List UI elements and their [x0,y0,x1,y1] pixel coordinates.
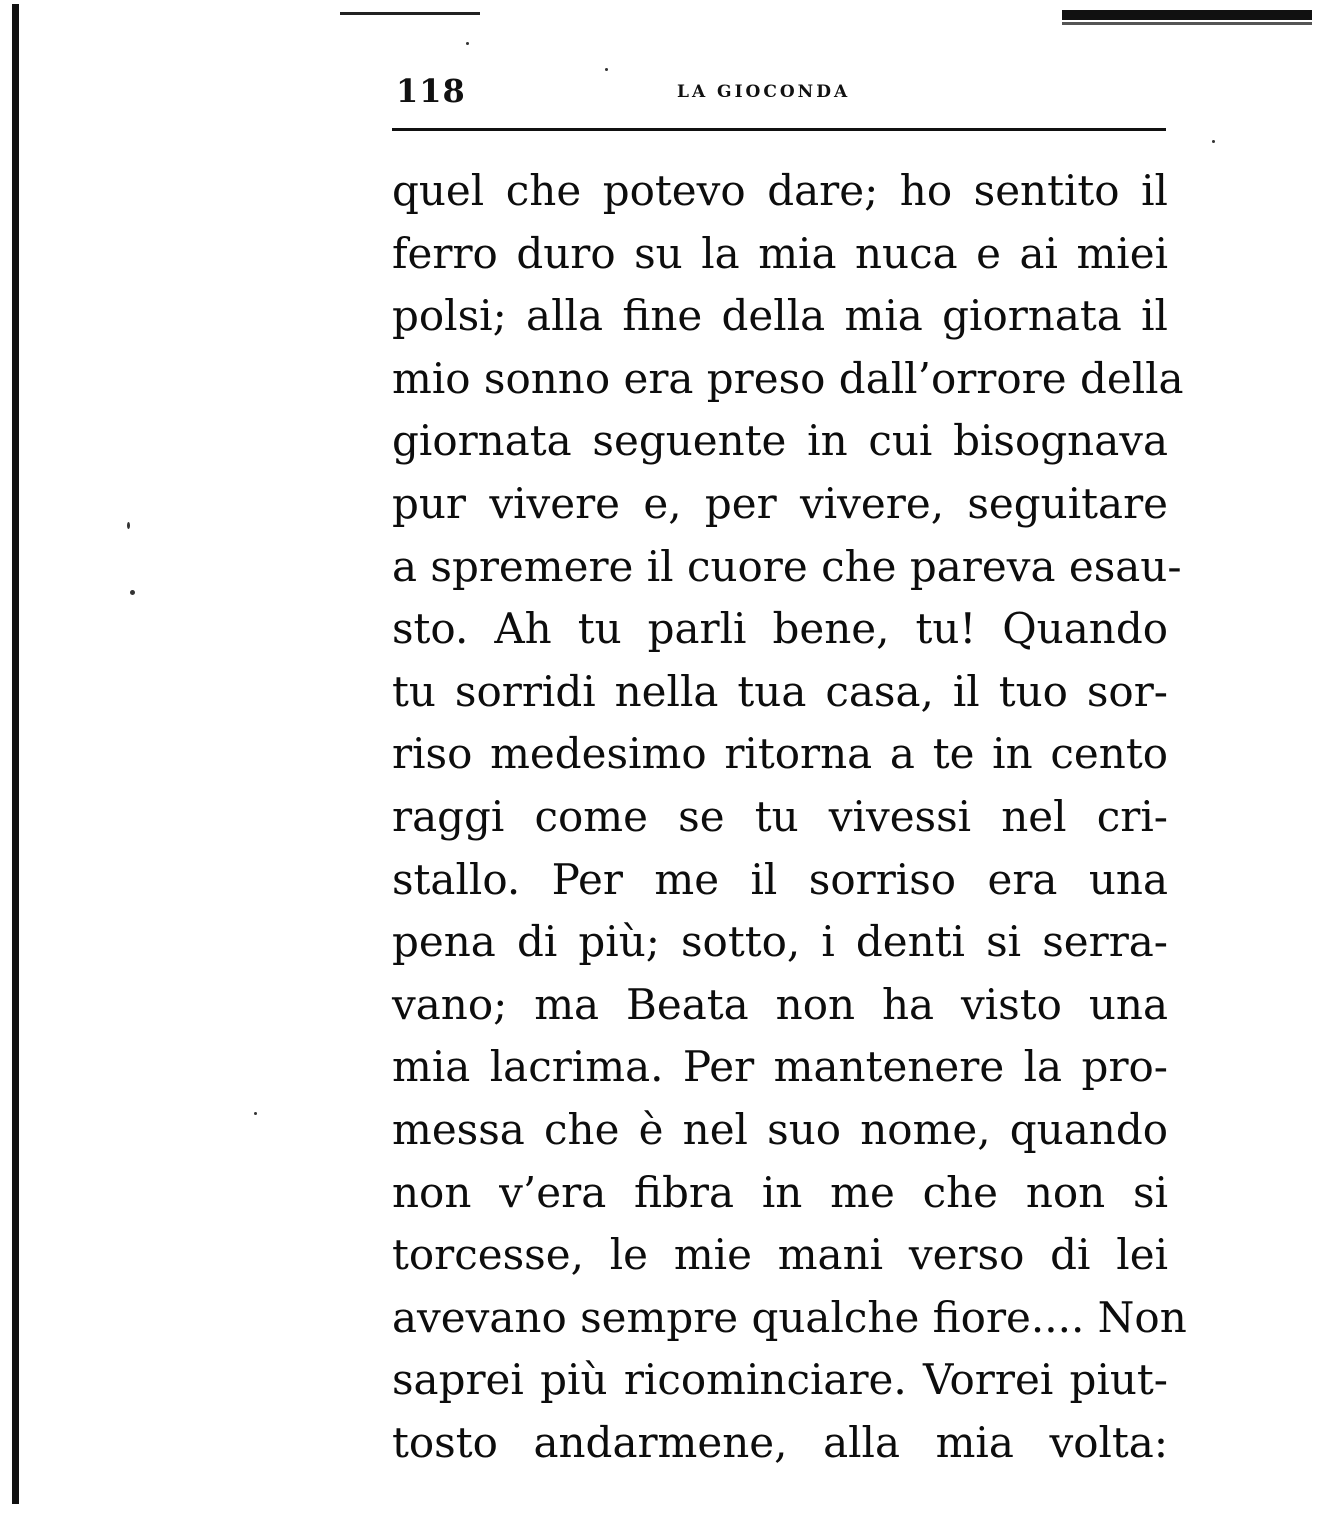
scan-speck [605,68,608,71]
text-line: torcesse, le mie mani verso di lei [392,1230,1168,1280]
text-line: tu sorridi nella tua casa, il tuo sor- [392,666,1168,716]
scan-left-border [12,4,19,1504]
scan-speck [254,1112,257,1115]
text-line: messa che è nel suo nome, quando [392,1104,1168,1154]
text-line: saprei più ricominciare. Vorrei piut- [392,1355,1168,1405]
text-line: non v’era fibra in me che non si [392,1167,1168,1217]
page-number: 118 [396,72,466,110]
scan-top-mark [340,12,480,15]
text-line: pena di più; sotto, i denti si serra- [392,917,1168,967]
running-title: LA GIOCONDA [677,82,851,102]
text-line: sto. Ah tu parli bene, tu! Quando [392,604,1168,654]
running-head [392,66,1168,110]
text-line: quel che potevo dare; ho sentito il [392,166,1168,215]
text-line: tosto andarmene, alla mia volta: [392,1417,1168,1467]
text-line: stallo. Per me il sorriso era una [392,854,1168,904]
text-line: a spremere il cuore che pareva esau- [392,541,1182,591]
scan-speck [127,522,130,529]
text-line: vano; ma Beata non ha visto una [392,979,1168,1029]
text-line: giornata seguente in cui bisognava [392,416,1168,466]
scan-speck [130,590,135,595]
text-line: avevano sempre qualche fiore.... Non [392,1292,1187,1342]
text-line: mia lacrima. Per mantenere la pro- [392,1042,1168,1092]
text-line: pur vivere e, per vivere, seguitare [392,478,1168,528]
scan-top-edge [1062,10,1312,20]
text-line: riso medesimo ritorna a te in cento [392,729,1168,779]
scan-top-edge-thin [1062,22,1312,25]
text-line: mio sonno era preso dall’orrore della [392,353,1184,403]
body-text [392,160,1187,1474]
header-rule [392,128,1166,131]
scan-speck [1212,140,1215,143]
text-line: raggi come se tu vivessi nel cri- [392,791,1168,841]
text-line: ferro duro su la mia nuca e ai miei [392,228,1168,278]
text-line: polsi; alla fine della mia giornata il [392,291,1168,341]
scan-speck [466,42,469,45]
